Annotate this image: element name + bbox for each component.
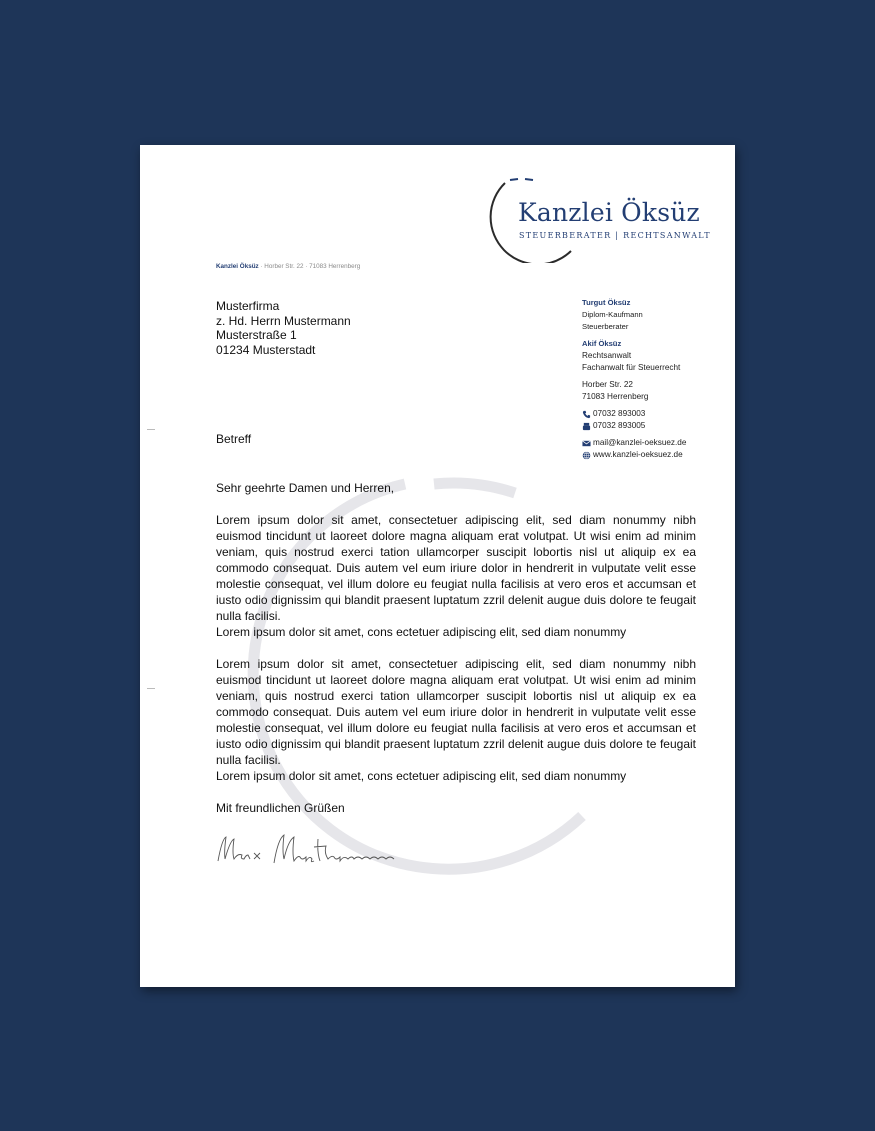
website-link[interactable]: www.kanzlei-oeksuez.de	[593, 450, 683, 459]
person-title: Diplom-Kaufmann	[582, 310, 643, 319]
person-name: Akif Öksüz	[582, 339, 622, 348]
body-paragraph: Lorem ipsum dolor sit amet, consectetuer adipiscing elit, sed diam nonummy nibh euismod tincidunt ut laoreet dolore magna aliquam erat volutpat. Ut wisi enim ad minim veniam, quis nostrud exerci tation ullamcorper suscipit lobortis nisl ut aliquip ex ea commodo consequat. Duis autem vel eum iriure dolor in hendrerit in vulputate velit esse molestie consequat, vel illum dolore eu feugiat nulla facilisis at vero eros et accumsan et iusto odio dignissim qui blandit praesent luptatum zzril delenit augue duis dolore te feugait nulla facilisi.	[216, 513, 696, 623]
contact-sidebar	[582, 297, 686, 461]
sender-line	[216, 263, 360, 270]
phone-row	[582, 408, 686, 420]
web-row	[582, 449, 686, 461]
person-title: Fachanwalt für Steuerrecht	[582, 363, 681, 372]
salutation: Sehr geehrte Damen und Herren,	[216, 481, 395, 495]
email-link[interactable]: mail@kanzlei-oeksuez.de	[593, 438, 687, 447]
recipient-address	[216, 299, 351, 357]
person-name: Turgut Öksüz	[582, 298, 631, 307]
contact-person-2	[582, 338, 686, 374]
recipient-line: Musterstraße 1	[216, 328, 297, 343]
logo-name: Kanzlei Öksüz	[518, 198, 700, 227]
body-paragraph: Lorem ipsum dolor sit amet, consectetuer adipiscing elit, sed diam nonummy nibh euismod tincidunt ut laoreet dolore magna aliquam erat volutpat. Ut wisi enim ad minim veniam, quis nostrud exerci tation ullamcorper suscipit lobortis nisl ut aliquip ex ea commodo consequat. Duis autem vel eum iriure dolor in hendrerit in vulputate velit esse molestie consequat, vel illum dolore eu feugiat nulla facilisis at vero eros et accumsan et iusto odio dignissim qui blandit praesent luptatum zzril delenit augue duis dolore te feugait nulla facilisi.	[216, 657, 696, 767]
letter-page	[140, 145, 735, 987]
body-paragraph: Lorem ipsum dolor sit amet, cons ectetuer adipiscing elit, sed diam nonummy	[216, 769, 627, 783]
sender-address: · Horber Str. 22 · 71083 Herrenberg	[258, 263, 361, 270]
phone-icon	[582, 410, 591, 419]
fold-mark	[147, 429, 155, 430]
mail-icon	[582, 439, 591, 448]
logo-tagline: STEUERBERATER | RECHTSANWALT	[519, 231, 711, 240]
recipient-line: 01234 Musterstadt	[216, 342, 316, 357]
email-row	[582, 437, 686, 449]
phone-fax-block	[582, 408, 686, 432]
closing: Mit freundlichen Grüßen	[216, 801, 345, 815]
globe-icon	[582, 451, 591, 460]
body-paragraph: Lorem ipsum dolor sit amet, cons ectetuer adipiscing elit, sed diam nonummy	[216, 625, 627, 639]
sender-firm: Kanzlei Öksüz	[216, 263, 259, 270]
fold-mark	[147, 688, 155, 689]
fax-number: 07032 893005	[593, 421, 646, 430]
person-title: Steuerberater	[582, 322, 629, 331]
subject-line: Betreff	[216, 432, 252, 446]
recipient-line: Musterfirma	[216, 299, 280, 313]
office-address	[582, 379, 686, 403]
contact-person-1	[582, 297, 686, 333]
fax-row	[582, 420, 686, 432]
address-line: Horber Str. 22	[582, 380, 633, 389]
person-title: Rechtsanwalt	[582, 351, 632, 360]
letter-body	[216, 480, 696, 832]
online-contact-block	[582, 437, 686, 461]
handwritten-signature	[216, 829, 406, 869]
recipient-line: z. Hd. Herrn Mustermann	[216, 313, 351, 328]
fax-icon	[582, 422, 591, 431]
address-line: 71083 Herrenberg	[582, 392, 649, 401]
phone-number: 07032 893003	[593, 409, 646, 418]
